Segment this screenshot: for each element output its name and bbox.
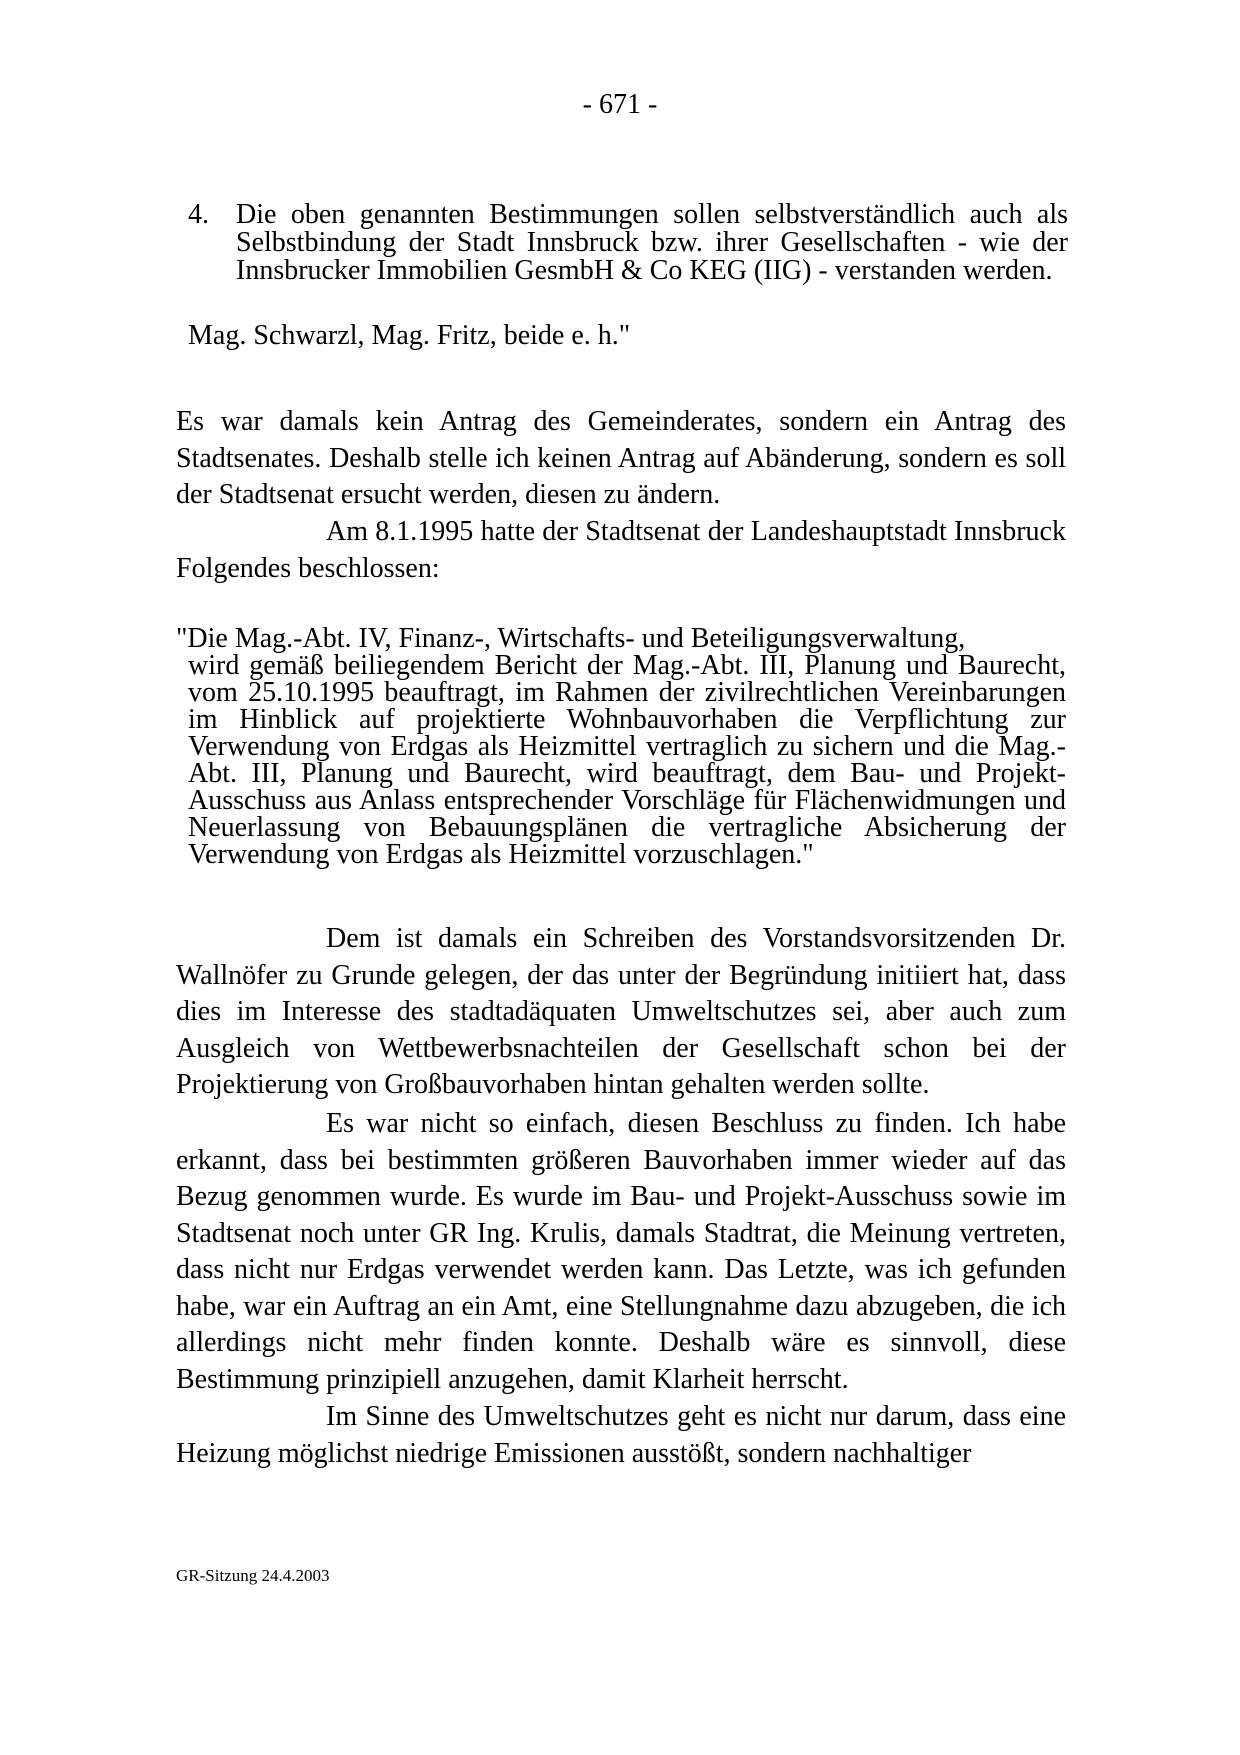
numbered-item-4: [188, 201, 1068, 285]
signature-line: Mag. Schwarzl, Mag. Fritz, beide e. h.": [188, 320, 631, 351]
footer-session-date: GR-Sitzung 24.4.2003: [176, 1566, 330, 1585]
quote-first-line: "Die Mag.-Abt. IV, Finanz-, Wirtschafts- und Beteiligungsverwaltung,: [176, 623, 966, 654]
item-number: 4.: [188, 199, 209, 230]
paragraph-beschluss-intro: Am 8.1.1995 hatte der Stadtsenat der Landeshauptstadt Innsbruck Folgendes beschlossen:: [176, 516, 1066, 584]
paragraph-antrag: Es war damals kein Antrag des Gemeinderates, sondern ein Antrag des Stadtsenates. Deshalb stelle ich keinen Antrag auf Abänderung, sondern es soll der Stadtsenat ersucht werden, diesen zu ändern.: [176, 406, 1066, 510]
item-text: Die oben genannten Bestimmungen sollen selbstverständlich auch als Selbstbindung der Stadt Innsbruck bzw. ihrer Gesellschaften - wie der Innsbrucker Immobilien GesmbH & Co KEG (IIG) - verstanden werden.: [236, 199, 1068, 286]
quote-body: wird gemäß beiliegendem Bericht der Mag.-Abt. III, Planung und Baurecht, vom 25.10.1995 beauftragt, im Rahmen der zivilrechtlichen Vereinbarungen im Hinblick auf projektierte Wohnbauvorhaben die Verpflichtung zur Verwendung von Erdgas als Heizmittel vertraglich zu sichern und die Mag.-Abt. III, Planung und Baurecht, wird beauftragt, dem Bau- und Projekt-Ausschuss aus Anlass entsprechender Vorschläge für Flächenwidmungen und Neuerlassung von Bebauungsplänen die vertragliche Absicherung der Verwendung von Erdgas als Heizmittel vorzuschlagen.": [188, 650, 1066, 870]
paragraph-beschluss-finden: Es war nicht so einfach, diesen Beschluss zu finden. Ich habe erkannt, dass bei bestimmten größeren Bauvorhaben immer wieder auf das Bezug genommen wurde. Es wurde im Bau- und Projekt-Ausschuss sowie im Stadtsenat noch unter GR Ing. Krulis, damals Stadtrat, die Meinung vertreten, dass nicht nur Erdgas verwendet werden kann. Das Letzte, was ich gefunden habe, war ein Auftrag an ein Amt, eine Stellungnahme dazu abzugeben, die ich allerdings nicht mehr finden konnte. Deshalb wäre es sinnvoll, diese Bestimmung prinzipiell anzugehen, damit Klarheit herrscht.: [176, 1108, 1066, 1395]
paragraph-umweltschutz: Im Sinne des Umweltschutzes geht es nicht nur darum, dass eine Heizung möglichst niedrige Emissionen ausstößt, sondern nachhaltiger: [176, 1401, 1066, 1469]
page-number: - 671 -: [582, 89, 658, 120]
paragraph-schreiben: Dem ist damals ein Schreiben des Vorstandsvorsitzenden Dr. Wallnöfer zu Grunde gelegen, der das unter der Begründung initiiert hat, dass dies im Interesse des stadtadäquaten Umweltschutzes sei, aber auch zum Ausgleich von Wettbewerbsnachteilen der Gesellschaft schon bei der Projektierung von Großbauvorhaben hintan gehalten werden sollte.: [176, 923, 1066, 1100]
quoted-resolution: [176, 625, 1066, 868]
